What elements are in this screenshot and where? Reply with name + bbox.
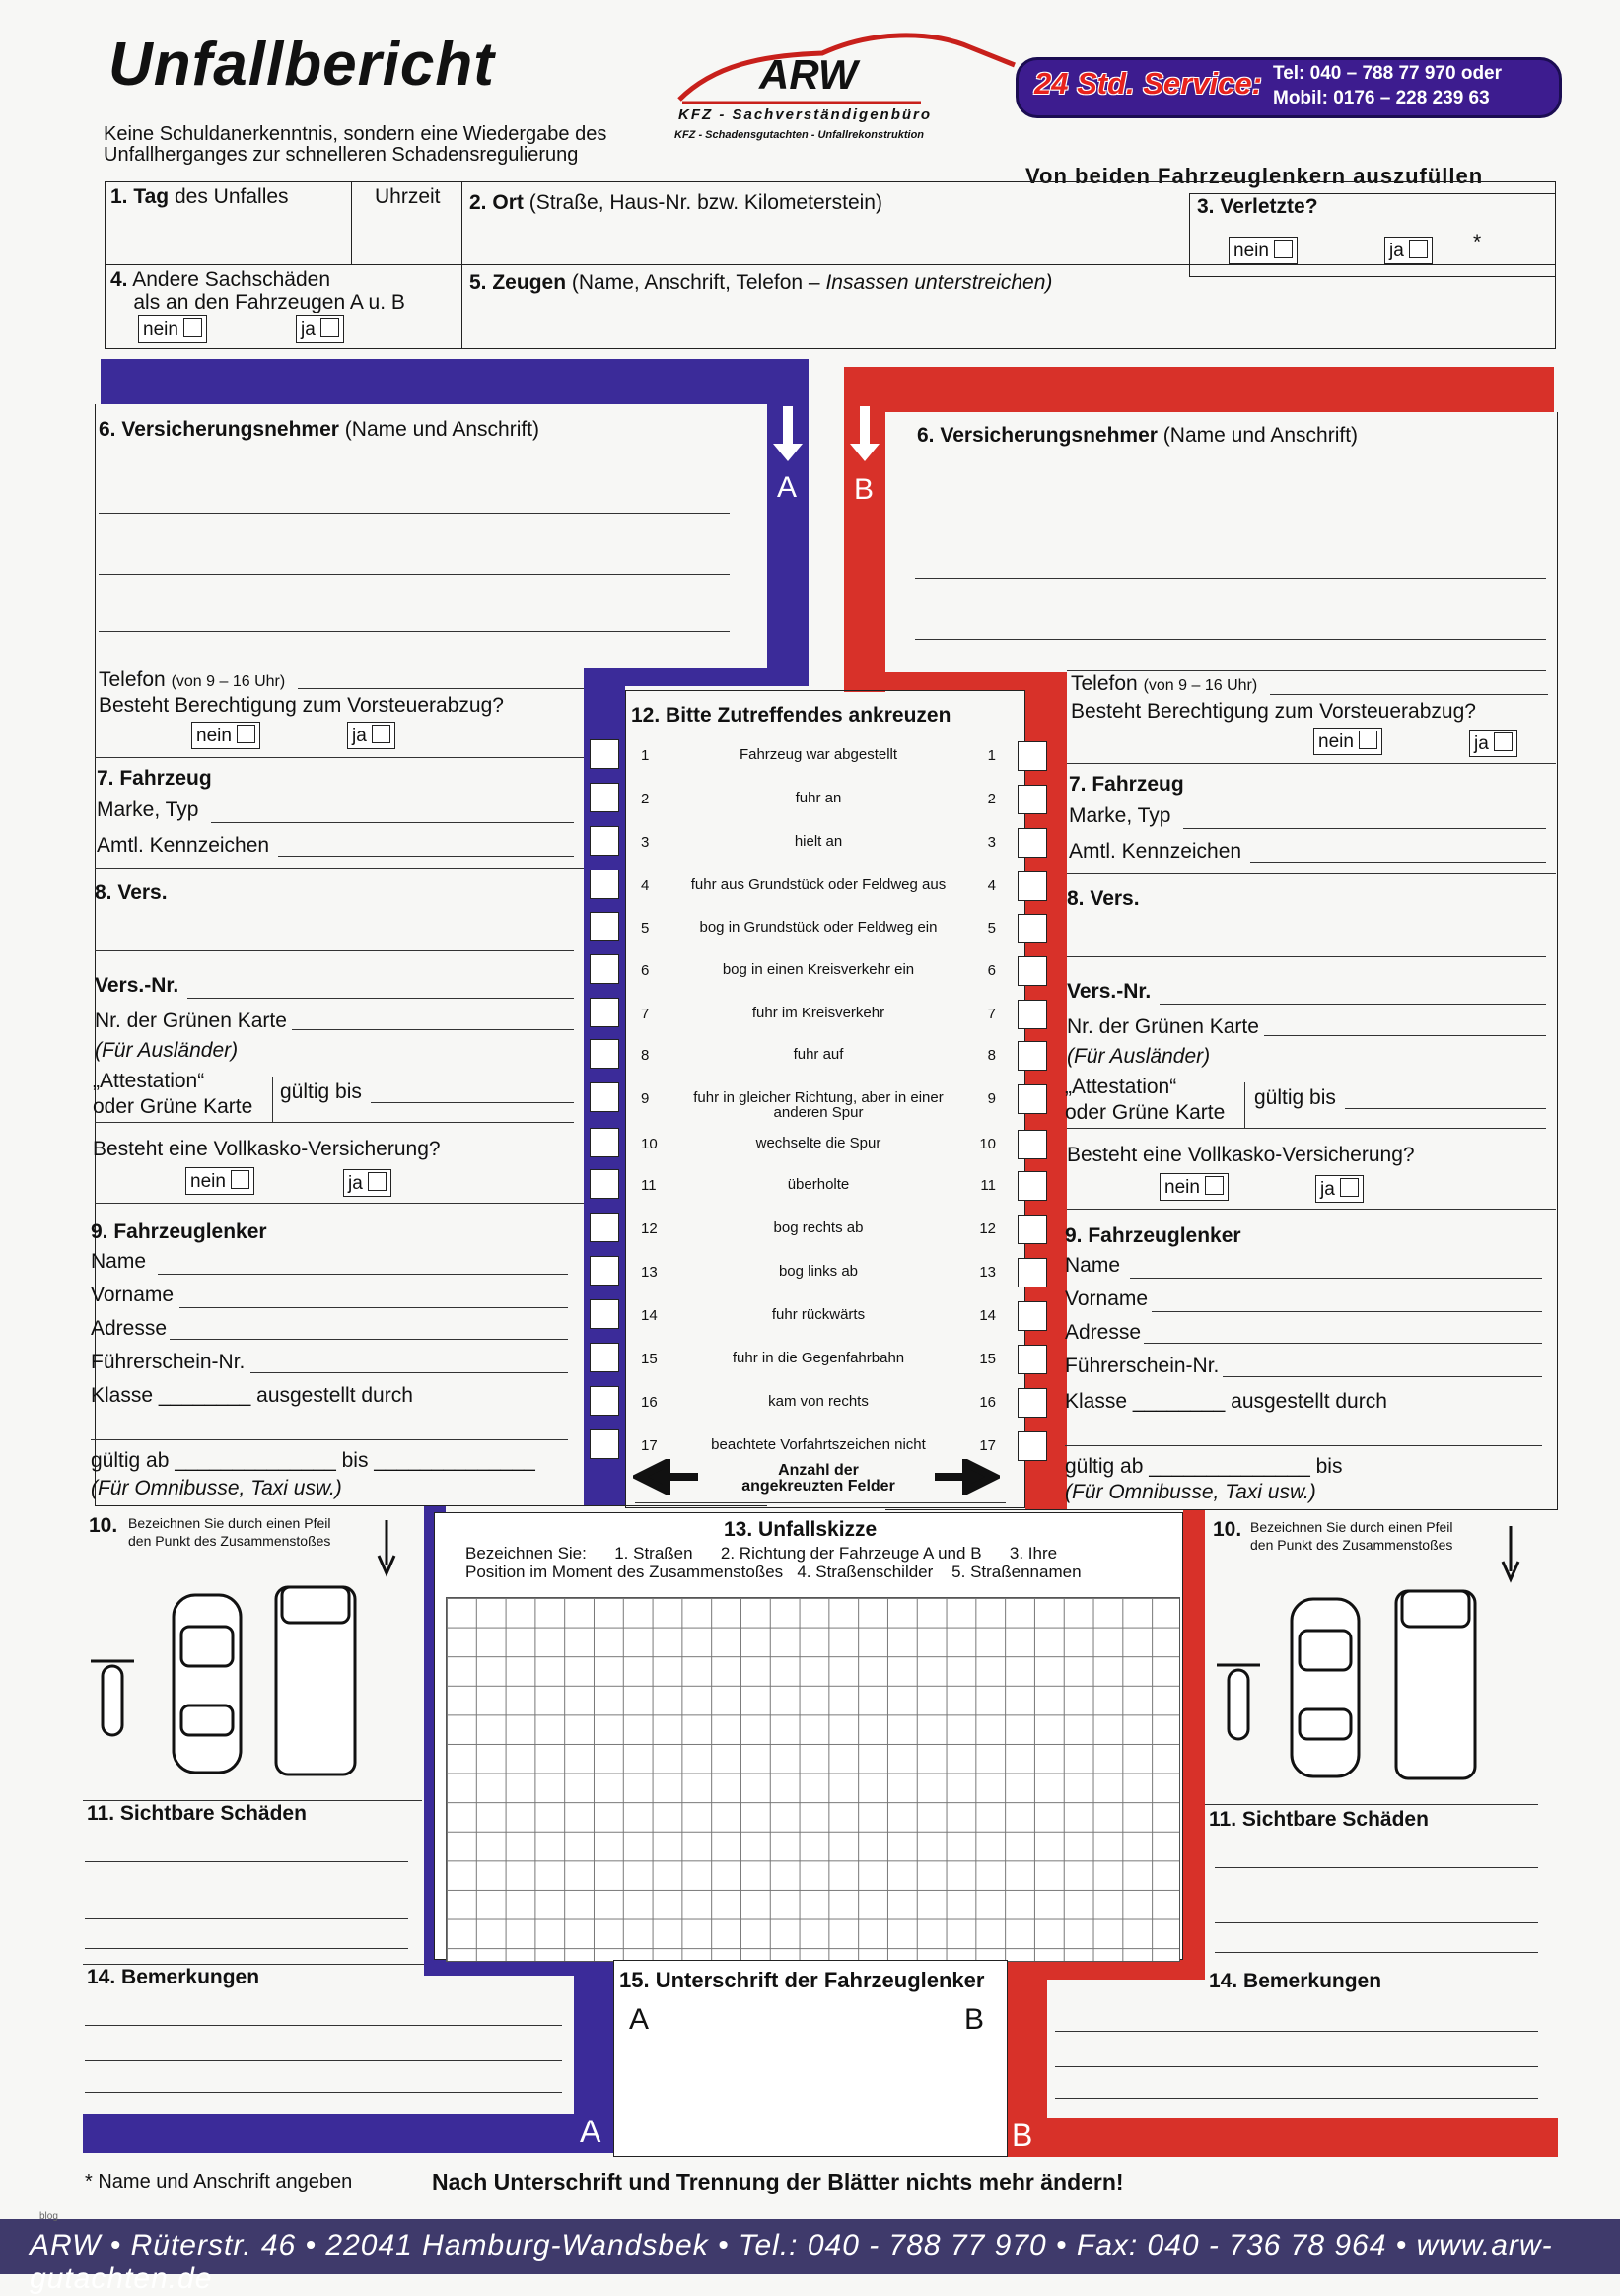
section-12-item (631, 1089, 1006, 1121)
item-number-a: 1 (641, 747, 650, 764)
section-12-item (631, 747, 1006, 767)
item-number-b: 13 (979, 1264, 996, 1281)
intro-text: Keine Schuldanerkenntnis, sondern eine Wiedergabe des Unfallherganges zur schnelleren Schadensregulierung (104, 123, 607, 166)
b-damage-line-1[interactable] (1215, 1867, 1538, 1868)
section-12-item (631, 1177, 1006, 1197)
item-number-a: 11 (641, 1177, 657, 1194)
star-note: * (1473, 231, 1482, 253)
section-12-item (631, 1351, 1006, 1370)
b-checkbox-13[interactable] (1018, 1258, 1047, 1287)
item-number-b: 12 (979, 1220, 996, 1237)
a-valid-until-label: gültig bis (280, 1080, 362, 1103)
a-section-7-label: 7. Fahrzeug (97, 767, 212, 790)
b-checkbox-5[interactable] (1018, 914, 1047, 943)
b-name-label: Name (1065, 1254, 1121, 1277)
footer-text: ARW • Rüterstr. 46 • 22041 Hamburg-Wandsbek • Tel.: 040 - 788 77 970 • Fax: 040 - 736 78 964 • www.arw-gutachten.de (30, 2229, 1553, 2295)
letter-b: B (854, 473, 875, 506)
item-label: Fahrzeug war abgestellt (739, 746, 898, 763)
a-section-10-num: 10. (89, 1514, 118, 1537)
b-remarks-line-2[interactable] (1055, 2066, 1538, 2067)
b-brand-label: Marke, Typ (1069, 804, 1171, 827)
section-12-item (631, 962, 1006, 982)
field-5-label: 5. Zeugen (Name, Anschrift, Telefon – Insassen unterstreichen) (469, 271, 1053, 294)
a-checkbox-15[interactable] (590, 1343, 619, 1372)
item-number-a: 14 (641, 1307, 658, 1324)
field-1-label: 1. Tag des Unfalles (110, 185, 289, 208)
a-damage-line-1[interactable] (85, 1861, 408, 1862)
a-address-label: Adresse (91, 1317, 168, 1340)
a-checkbox-2[interactable] (590, 783, 619, 812)
side-a-bar (101, 359, 809, 404)
signature-a-label: A (629, 2003, 650, 2036)
item-label: bog in Grundstück oder Feldweg ein (699, 919, 938, 936)
a-policy-line[interactable] (187, 998, 574, 999)
item-number-b: 6 (987, 962, 996, 979)
item-label: kam von rechts (768, 1393, 869, 1410)
section-12-item (631, 1264, 1006, 1284)
service-banner (1016, 57, 1562, 118)
b-checkbox-10[interactable] (1018, 1130, 1047, 1159)
warning-text: Nach Unterschrift und Trennung der Blätter nichts mehr ändern! (432, 2169, 1124, 2194)
b-checkbox-16[interactable] (1018, 1388, 1047, 1418)
a-bus-note: (Für Omnibusse, Taxi usw.) (91, 1477, 342, 1499)
a-first-name-line[interactable] (179, 1307, 568, 1308)
b-plate-label: Amtl. Kennzeichen (1069, 840, 1242, 863)
a-vat-question: Besteht Berechtigung zum Vorsteuerabzug? (99, 694, 504, 717)
b-vat-yes-checkbox[interactable]: ja (1469, 730, 1517, 757)
b-foreigners-note: (Für Ausländer) (1067, 1045, 1211, 1068)
service-mobile: Mobil: 0176 – 228 239 63 (1273, 88, 1490, 108)
field-3-label: 3. Verletzte? (1197, 195, 1318, 218)
a-remarks-line-3[interactable] (85, 2092, 562, 2093)
b-holder-line-2[interactable] (915, 639, 1546, 640)
b-remarks-line-3[interactable] (1055, 2098, 1538, 2099)
item-number-b: 9 (987, 1090, 996, 1107)
a-checkbox-1[interactable] (590, 739, 619, 769)
a-checkbox-6[interactable] (590, 954, 619, 984)
section-12-title: 12. Bitte Zutreffendes ankreuzen (631, 704, 951, 727)
b-green-card-line[interactable] (1264, 1035, 1546, 1036)
a-first-name-label: Vorname (91, 1284, 175, 1306)
damage-yes-checkbox[interactable]: ja (296, 315, 344, 343)
item-number-b: 5 (987, 920, 996, 937)
a-checkbox-4[interactable] (590, 870, 619, 899)
section-12-item (631, 1006, 1006, 1025)
b-name-line[interactable] (1130, 1278, 1542, 1279)
section-12-item (631, 1307, 1006, 1327)
item-number-b: 10 (979, 1136, 996, 1152)
b-issued-line[interactable] (1065, 1445, 1542, 1446)
a-plate-line[interactable] (278, 856, 574, 857)
a-license-line[interactable] (250, 1372, 568, 1373)
arrow-right-icon (931, 1459, 1000, 1495)
b-section-11-label: 11. Sichtbare Schäden (1209, 1808, 1429, 1831)
item-number-a: 10 (641, 1136, 658, 1152)
section-12-item (631, 877, 1006, 897)
b-first-name-line[interactable] (1152, 1311, 1542, 1312)
item-number-a: 13 (641, 1264, 658, 1281)
b-green-card-label: Nr. der Grünen Karte (1067, 1015, 1259, 1038)
b-license-line[interactable] (1223, 1376, 1542, 1377)
item-number-b: 1 (987, 747, 996, 764)
a-section-10-text: Bezeichnen Sie durch einen Pfeil den Punkt des Zusammenstoßes (128, 1515, 331, 1549)
b-damage-line-3[interactable] (1215, 1952, 1538, 1953)
a-insurer-line[interactable] (95, 950, 574, 951)
item-number-a: 6 (641, 962, 650, 979)
item-number-b: 11 (980, 1177, 996, 1194)
item-number-b: 8 (987, 1047, 996, 1064)
section-12-item (631, 1136, 1006, 1155)
a-checkbox-11[interactable] (590, 1169, 619, 1199)
item-label: fuhr an (795, 790, 842, 806)
b-section-9-label: 9. Fahrzeuglenker (1065, 1224, 1241, 1247)
a-issued-line[interactable] (91, 1439, 568, 1440)
b-plate-line[interactable] (1250, 862, 1546, 863)
a-damage-line-3[interactable] (85, 1948, 408, 1949)
signature-b-label: B (964, 2003, 985, 2036)
field-2-label: 2. Ort (Straße, Haus-Nr. bzw. Kilometerstein) (469, 191, 882, 214)
a-checkbox-10[interactable] (590, 1128, 619, 1157)
b-remarks-line-1[interactable] (1055, 2031, 1538, 2032)
b-checkbox-17[interactable] (1018, 1431, 1047, 1461)
b-checkbox-4[interactable] (1018, 871, 1047, 901)
item-number-b: 16 (979, 1394, 996, 1411)
logo-tagline: KFZ - Schadensgutachten - Unfallrekonstruktion (674, 129, 925, 141)
a-name-label: Name (91, 1250, 147, 1273)
item-number-b: 2 (987, 791, 996, 807)
a-checkbox-9[interactable] (590, 1082, 619, 1112)
b-checkbox-15[interactable] (1018, 1345, 1047, 1374)
b-address-label: Adresse (1065, 1321, 1142, 1344)
b-valid-from-label: gültig ab ______________ bis (1065, 1455, 1343, 1478)
b-checkbox-7[interactable] (1018, 1000, 1047, 1029)
b-checkbox-3[interactable] (1018, 828, 1047, 858)
a-section-9-label: 9. Fahrzeuglenker (91, 1220, 267, 1243)
a-section-8-label: 8. Vers. (95, 881, 168, 904)
b-section-14-label: 14. Bemerkungen (1209, 1970, 1382, 1992)
a-vat-yes-checkbox[interactable]: ja (347, 722, 395, 749)
form-title: Unfallbericht (108, 31, 495, 99)
field-4-label: 4. Andere Sachschäden als an den Fahrzeugen A u. B (110, 268, 405, 313)
b-section-10-num: 10. (1213, 1518, 1242, 1541)
signature-b-field[interactable] (812, 2041, 1000, 2149)
arrow-left-icon (633, 1459, 702, 1495)
a-license-label: Führerschein-Nr. (91, 1351, 246, 1373)
item-number-a: 2 (641, 791, 650, 807)
arrow-down-icon (375, 1518, 398, 1577)
b-checkbox-14[interactable] (1018, 1301, 1047, 1331)
a-checkbox-3[interactable] (590, 826, 619, 856)
item-label: fuhr im Kreisverkehr (751, 1005, 885, 1021)
b-vat-question: Besteht Berechtigung zum Vorsteuerabzug? (1071, 700, 1476, 723)
item-label: fuhr rückwärts (771, 1306, 866, 1323)
a-valid-from-label: gültig ab ______________ bis ______________ (91, 1449, 535, 1472)
a-brand-line[interactable] (211, 822, 574, 823)
fill-note: Von beiden Fahrzeuglenkern auszufüllen (1025, 164, 1484, 188)
b-valid-until-label: gültig bis (1254, 1086, 1336, 1109)
a-checkbox-5[interactable] (590, 912, 619, 941)
b-comprehensive-yes-checkbox[interactable]: ja (1315, 1175, 1364, 1203)
b-valid-until-line[interactable] (1345, 1108, 1546, 1109)
a-holder-line-3[interactable] (99, 631, 730, 632)
b-checkbox-8[interactable] (1018, 1041, 1047, 1071)
arrow-down-icon (1499, 1524, 1522, 1583)
item-number-a: 17 (641, 1437, 658, 1454)
b-damage-line-2[interactable] (1215, 1922, 1538, 1923)
b-checkbox-6[interactable] (1018, 956, 1047, 986)
signature-a-field[interactable] (621, 2041, 809, 2149)
item-number-b: 7 (987, 1006, 996, 1022)
b-checkbox-12[interactable] (1018, 1215, 1047, 1244)
b-checkbox-11[interactable] (1018, 1171, 1047, 1201)
b-insurer-line[interactable] (1067, 956, 1546, 957)
a-foreigners-note: (Für Ausländer) (95, 1039, 239, 1062)
b-comprehensive-question: Besteht eine Vollkasko-Versicherung? (1067, 1144, 1415, 1166)
item-number-a: 16 (641, 1394, 658, 1411)
a-section-6-label: 6. Versicherungsnehmer (Name und Anschrift) (99, 418, 540, 441)
item-number-a: 9 (641, 1090, 650, 1107)
b-policy-line[interactable] (1160, 1004, 1546, 1005)
item-label: wechselte die Spur (755, 1135, 881, 1151)
section-12-item (631, 791, 1006, 810)
a-comprehensive-no-checkbox[interactable]: nein (185, 1167, 254, 1195)
section-13-instructions: Bezeichnen Sie: 1. Straßen 2. Richtung der Fahrzeuge A und B 3. Ihre Position im Moment des Zusammenstoßes 4. Straßenschilder 5. Straßennamen (465, 1544, 1082, 1581)
a-plate-label: Amtl. Kennzeichen (97, 834, 270, 857)
section-12-item (631, 1047, 1006, 1067)
b-section-7-label: 7. Fahrzeug (1069, 773, 1184, 796)
a-damage-line-2[interactable] (85, 1918, 408, 1919)
b-section-10-text: Bezeichnen Sie durch einen Pfeil den Punkt des Zusammenstoßes (1250, 1519, 1453, 1553)
a-checkbox-7[interactable] (590, 998, 619, 1027)
b-bus-note: (Für Omnibusse, Taxi usw.) (1065, 1481, 1316, 1503)
a-valid-until-line[interactable] (371, 1102, 574, 1103)
count-line[interactable] (635, 1502, 1006, 1503)
item-number-a: 7 (641, 1006, 650, 1022)
a-remarks-line-1[interactable] (85, 2025, 562, 2026)
item-label: fuhr auf (793, 1046, 844, 1063)
b-first-name-label: Vorname (1065, 1287, 1149, 1310)
blog-watermark: blog (39, 2211, 58, 2222)
a-vehicle-diagram[interactable] (87, 1577, 422, 1784)
a-section-11-label: 11. Sichtbare Schäden (87, 1802, 307, 1825)
a-brand-label: Marke, Typ (97, 799, 199, 821)
b-phone-label: Telefon (von 9 – 16 Uhr) (1071, 672, 1258, 695)
a-section-14-label: 14. Bemerkungen (87, 1966, 260, 1988)
b-phone-line[interactable] (1270, 694, 1548, 695)
b-attest-label: „Attestation“ oder Grüne Karte (1065, 1076, 1226, 1124)
a-class-label: Klasse ________ ausgestellt durch (91, 1384, 413, 1407)
a-name-line[interactable] (158, 1274, 568, 1275)
section-12-item (631, 1437, 1006, 1457)
b-class-label: Klasse ________ ausgestellt durch (1065, 1390, 1387, 1413)
item-number-b: 4 (987, 877, 996, 894)
time-label: Uhrzeit (375, 185, 441, 208)
a-address-line[interactable] (170, 1339, 568, 1340)
logo-name: ARW (759, 51, 858, 98)
a-comprehensive-yes-checkbox[interactable]: ja (343, 1169, 391, 1197)
item-label: fuhr in gleicher Richtung, aber in einer anderen Spur (693, 1089, 944, 1121)
service-slogan: 24 Std. Service: (1034, 66, 1262, 101)
damage-no-checkbox[interactable]: nein (138, 315, 207, 343)
section-12-item (631, 834, 1006, 854)
b-address-line[interactable] (1144, 1343, 1542, 1344)
item-label: bog in einen Kreisverkehr ein (722, 961, 915, 978)
item-label: beachtete Vorfahrtszeichen nicht (711, 1436, 926, 1453)
item-label: bog rechts ab (773, 1219, 864, 1236)
a-vat-no-checkbox[interactable]: nein (191, 722, 260, 749)
b-checkbox-9[interactable] (1018, 1084, 1047, 1114)
a-checkbox-16[interactable] (590, 1386, 619, 1416)
b-comprehensive-no-checkbox[interactable]: nein (1160, 1173, 1229, 1201)
b-vat-no-checkbox[interactable]: nein (1313, 728, 1382, 755)
a-checkbox-14[interactable] (590, 1299, 619, 1329)
section-12-item (631, 920, 1006, 939)
a-green-card-line[interactable] (292, 1029, 574, 1030)
b-brand-line[interactable] (1183, 828, 1546, 829)
b-vehicle-diagram[interactable] (1209, 1581, 1544, 1788)
item-number-a: 8 (641, 1047, 650, 1064)
a-remarks-line-2[interactable] (85, 2060, 562, 2061)
count-label: Anzahl der angekreuzten Felder (741, 1462, 895, 1495)
item-number-a: 5 (641, 920, 650, 937)
b-section-8-label: 8. Vers. (1067, 887, 1140, 910)
sketch-grid[interactable] (446, 1597, 1180, 1962)
injured-no-checkbox[interactable]: nein (1229, 237, 1298, 264)
letter-b-bottom: B (1012, 2118, 1033, 2153)
item-label: hielt an (794, 833, 843, 850)
a-attest-label: „Attestation“ oder Grüne Karte (93, 1070, 253, 1118)
item-number-b: 14 (979, 1307, 996, 1324)
a-phone-label: Telefon (von 9 – 16 Uhr) (99, 668, 286, 691)
service-phone: Tel: 040 – 788 77 970 oder (1273, 63, 1503, 84)
b-holder-line-1[interactable] (915, 578, 1546, 579)
a-checkbox-17[interactable] (590, 1429, 619, 1459)
logo-subtitle: KFZ - Sachverständigenbüro (678, 106, 933, 123)
item-number-a: 4 (641, 877, 650, 894)
a-comprehensive-question: Besteht eine Vollkasko-Versicherung? (93, 1138, 441, 1160)
a-holder-line-1[interactable] (99, 513, 730, 514)
a-checkbox-8[interactable] (590, 1039, 619, 1069)
a-green-card-label: Nr. der Grünen Karte (95, 1009, 287, 1032)
item-number-b: 3 (987, 834, 996, 851)
section-12-item (631, 1394, 1006, 1414)
b-policy-label: Vers.-Nr. (1067, 980, 1152, 1003)
a-checkbox-13[interactable] (590, 1256, 619, 1286)
item-label: fuhr in die Gegenfahrbahn (732, 1350, 905, 1366)
b-checkbox-1[interactable] (1018, 741, 1047, 771)
item-number-b: 17 (979, 1437, 996, 1454)
side-b-bar (844, 367, 1554, 412)
a-holder-line-2[interactable] (99, 574, 730, 575)
a-checkbox-12[interactable] (590, 1213, 619, 1242)
b-checkbox-2[interactable] (1018, 785, 1047, 814)
a-policy-label: Vers.-Nr. (95, 974, 179, 997)
b-section-6-label: 6. Versicherungsnehmer (Name und Anschrift) (917, 424, 1359, 447)
section-15-title: 15. Unterschrift der Fahrzeuglenker (619, 1968, 985, 1992)
b-license-label: Führerschein-Nr. (1065, 1355, 1220, 1377)
letter-a: A (777, 471, 798, 504)
item-label: bog links ab (778, 1263, 859, 1280)
section-12-item (631, 1220, 1006, 1240)
item-number-a: 15 (641, 1351, 658, 1367)
a-phone-line[interactable] (298, 688, 584, 689)
section-13-title: 13. Unfallskizze (724, 1518, 878, 1541)
injured-yes-checkbox[interactable]: ja (1384, 237, 1433, 264)
footnote: * Name und Anschrift angeben (85, 2171, 353, 2192)
footer-bar (0, 2211, 1620, 2295)
item-label: überholte (787, 1176, 850, 1193)
letter-a-bottom: A (580, 2114, 601, 2149)
item-number-b: 15 (979, 1351, 996, 1367)
item-number-a: 3 (641, 834, 650, 851)
item-label: fuhr aus Grundstück oder Feldweg aus (690, 876, 947, 893)
item-number-a: 12 (641, 1220, 658, 1237)
